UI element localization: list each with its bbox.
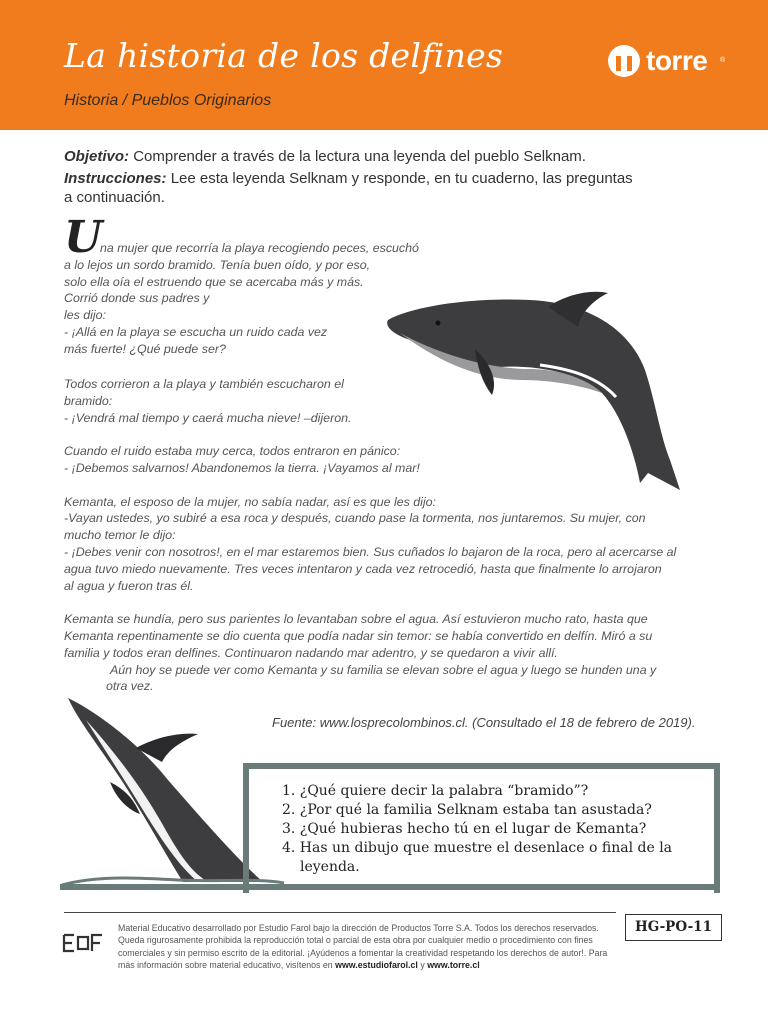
objective bbox=[64, 147, 586, 166]
footer-link-estudiofarol[interactable]: www.estudiofarol.cl bbox=[335, 959, 418, 970]
story-line: Kemanta repentinamente se dio cuenta que podía nadar sin temor: se había convertido en delfín. Miró a su bbox=[64, 628, 653, 643]
story-paragraph-4 bbox=[64, 494, 714, 595]
instructions-continuation: a continuación. bbox=[64, 189, 165, 206]
question-item: 2. ¿Por qué la familia Selknam estaba tan asustada? bbox=[282, 802, 652, 818]
story-line: - ¡Vendrá mal tiempo y caerá mucha nieve! –dijeron. bbox=[64, 410, 352, 425]
question-item: 1. ¿Qué quiere decir la palabra “bramido”? bbox=[282, 783, 589, 799]
story-line: bramido: bbox=[64, 393, 113, 408]
instructions-text-1: Lee esta leyenda Selknam y responde, en tu cuaderno, las preguntas bbox=[170, 170, 633, 187]
page-title: La historia de los delfines bbox=[64, 36, 504, 75]
document-code: HG-PO-11 bbox=[625, 914, 722, 941]
torre-logo-icon bbox=[606, 43, 642, 79]
story-line: otra vez. bbox=[106, 679, 154, 694]
story-line: agua tuvo miedo nuevamente. Tres veces intentaron y cada vez retrocedió, hasta que finalmente lo arrojaron bbox=[64, 561, 662, 576]
footer-link-torre[interactable]: www.torre.cl bbox=[427, 959, 480, 970]
story-line: -Vayan ustedes, yo subiré a esa roca y después, cuando pase la tormenta, nos juntaremos. Su mujer, con bbox=[64, 511, 646, 526]
story-line: solo ella oía el estruendo que se acercaba más y más. bbox=[64, 274, 364, 289]
source-citation: Fuente: www.losprecolombinos.cl. (Consultado el 18 de febrero de 2019). bbox=[272, 715, 696, 730]
questions-list bbox=[282, 782, 682, 877]
dolphin-illustration bbox=[380, 285, 690, 505]
objective-text: Comprender a través de la lectura una leyenda del pueblo Selknam. bbox=[133, 148, 586, 165]
story-line: al agua y fueron tras él. bbox=[64, 578, 194, 593]
instructions-label: Instrucciones: bbox=[64, 170, 167, 187]
story-line: familia y todos eran delfines. Continuaron nadando mar adentro, y se quedaron a vivir allí. bbox=[64, 645, 558, 660]
story-line: mucho temor le dijo: bbox=[64, 528, 176, 543]
footer-copyright: Material Educativo desarrollado por Estudio Farol bajo la dirección de Productos Torre S.A. Todos los derechos reservados. Queda rigurosamente prohibida la reproducción total o parcial de esta obra por cualquier medio o procedimiento con fines comerciales y sin permiso escrito de la editorial. ¡Ayúdenos a fomentar la creatividad respetando los derechos de autor!. Para más información sobre material educativo, visítenos en bbox=[118, 923, 608, 970]
story-line: a lo lejos un sordo bramido. Tenía buen oído, y por eso, bbox=[64, 257, 371, 272]
story-line: Kemanta, el esposo de la mujer, no sabía nadar, así es que les dijo: bbox=[64, 494, 436, 509]
questions-box-baseline bbox=[60, 884, 720, 890]
registered-mark: ® bbox=[720, 57, 726, 64]
story-line: Kemanta se hundía, pero sus parientes lo levantaban sobre el agua. Así estuvieron mucho rato, hasta que bbox=[64, 612, 648, 627]
story-line: Todos corrieron a la playa y también escucharon el bbox=[64, 377, 344, 391]
story-line: Corrió donde sus padres y bbox=[64, 291, 210, 306]
story-line: Aún hoy se puede ver como Kemanta y su familia se elevan sobre el agua y luego se hunden una y bbox=[110, 662, 657, 677]
objective-label: Objetivo: bbox=[64, 148, 130, 165]
torre-logo bbox=[606, 43, 726, 79]
header-banner bbox=[0, 0, 768, 130]
instructions bbox=[64, 169, 633, 188]
story-line: na mujer que recorría la playa recogiendo peces, escuchó bbox=[100, 241, 419, 255]
footer-divider bbox=[64, 912, 616, 913]
story-line: - ¡Allá en la playa se escucha un ruido cada vez bbox=[64, 324, 328, 339]
page-subtitle: Historia / Pueblos Originarios bbox=[64, 92, 272, 109]
footer-legal-text bbox=[118, 922, 618, 971]
question-item: 4. Has un dibujo que muestre el desenlace o final de la leyenda. bbox=[282, 840, 673, 875]
story-line: - ¡Debes venir con nosotros!, en el mar estaremos bien. Sus cuñados lo bajaron de la roca, pero al acercarse al bbox=[64, 544, 677, 559]
torre-logo-text: torre bbox=[646, 45, 708, 76]
story-line: - ¡Debemos salvarnos! Abandonemos la tierra. ¡Vayamos al mar! bbox=[64, 460, 420, 475]
story-line: les dijo: bbox=[64, 308, 107, 323]
story-line: más fuerte! ¿Qué puede ser? bbox=[64, 341, 226, 356]
estudio-farol-logo bbox=[62, 932, 106, 954]
story-paragraph-5 bbox=[64, 611, 714, 661]
drop-cap: U bbox=[64, 212, 103, 263]
footer-and: y bbox=[420, 959, 425, 970]
story-line: Cuando el ruido estaba muy cerca, todos entraron en pánico: bbox=[64, 444, 401, 459]
question-item: 3. ¿Qué hubieras hecho tú en el lugar de Kemanta? bbox=[282, 821, 647, 837]
